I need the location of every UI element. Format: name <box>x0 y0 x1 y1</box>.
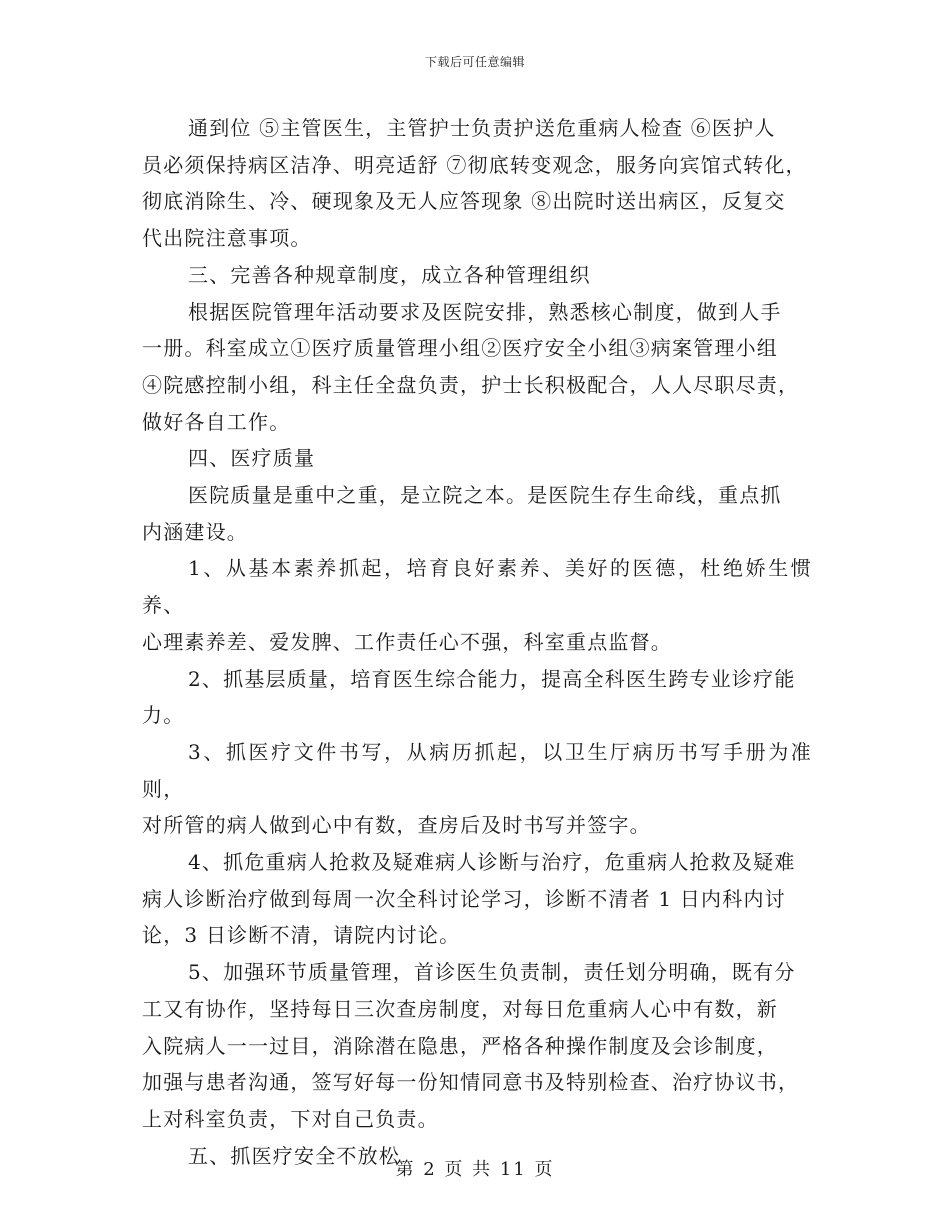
paragraph <box>142 661 812 734</box>
text-line: 5、加强环节质量管理，首诊医生负责制，责任划分明确，既有分 <box>188 960 796 985</box>
paragraph <box>142 844 812 954</box>
text-line: 根据医院管理年活动要求及医院安排，熟悉核心制度，做到人手 <box>188 299 782 324</box>
text-line: 员必须保持病区洁净、明亮适舒 ⑦彻底转变观念，服务向宾馆式转化， <box>142 152 807 177</box>
text-line: 通到位 ⑤主管医生，主管护士负责护送危重病人检查 ⑥医护人 <box>188 116 776 140</box>
text-line: ④院感控制小组，科主任全盘负责，护士长积极配合，人人尽职尽责， <box>142 372 800 397</box>
text-line: 彻底消除生、冷、硬现象及无人应答现象 ⑧出院时送出病区，反复交 <box>142 189 786 214</box>
document-body <box>142 110 812 1174</box>
page-number: 第 2 页 共 11 页 <box>395 1159 555 1180</box>
paragraph <box>142 734 812 844</box>
paragraph <box>142 954 812 1138</box>
text-line: 上对科室负责，下对自己负责。 <box>142 1106 439 1131</box>
text-line: 内涵建设。 <box>142 519 248 544</box>
section-heading <box>142 440 812 477</box>
paragraph <box>142 294 812 441</box>
paragraph <box>142 110 812 257</box>
text-line: 四、医疗质量 <box>188 446 316 471</box>
text-line: 3、抓医疗文件书写，从病历抓起，以卫生厅病历书写手册为准则， <box>142 739 812 801</box>
text-line: 代出院注意事项。 <box>142 226 312 251</box>
text-line: 入院病人一一过目，消除潜在隐患，严格各种操作制度及会诊制度， <box>142 1033 778 1058</box>
text-line: 医院质量是重中之重，是立院之本。是医院生存生命线，重点抓 <box>188 483 782 508</box>
text-line: 力。 <box>142 703 185 728</box>
text-line: 心理素养差、爱发脾、工作责任心不强，科室重点监督。 <box>142 629 672 654</box>
text-line: 工又有协作，坚持每日三次查房制度，对每日危重病人心中有数，新 <box>142 996 778 1021</box>
text-line: 三、完善各种规章制度，成立各种管理组织 <box>188 262 591 287</box>
page-header: 下载后可任意编辑 <box>424 55 525 69</box>
text-line: 加强与患者沟通，签写好每一份知情同意书及特别检查、治疗协议书， <box>142 1070 800 1095</box>
text-line: 1、从基本素养抓起，培育良好素养、美好的医德，杜绝娇生惯养、 <box>142 556 812 618</box>
paragraph <box>142 477 812 550</box>
section-heading <box>142 257 812 294</box>
text-line: 五、抓医疗安全不放松 <box>188 1143 400 1168</box>
text-line: 一册。科室成立①医疗质量管理小组②医疗安全小组③病案管理小组 <box>142 336 778 361</box>
text-line: 4、抓危重病人抢救及疑难病人诊断与治疗，危重病人抢救及疑难 <box>188 850 796 875</box>
text-line: 对所管的病人做到心中有数，查房后及时书写并签字。 <box>142 813 651 838</box>
text-line: 做好各自工作。 <box>142 409 291 434</box>
text-line: 2、抓基层质量，培育医生综合能力，提高全科医生跨专业诊疗能 <box>188 666 796 691</box>
text-line: 病人诊断治疗做到每周一次全科讨论学习，诊断不清者 1 日内科内讨 <box>142 886 786 911</box>
paragraph <box>142 550 812 660</box>
text-line: 论，3 日诊断不清，请院内讨论。 <box>142 923 461 948</box>
